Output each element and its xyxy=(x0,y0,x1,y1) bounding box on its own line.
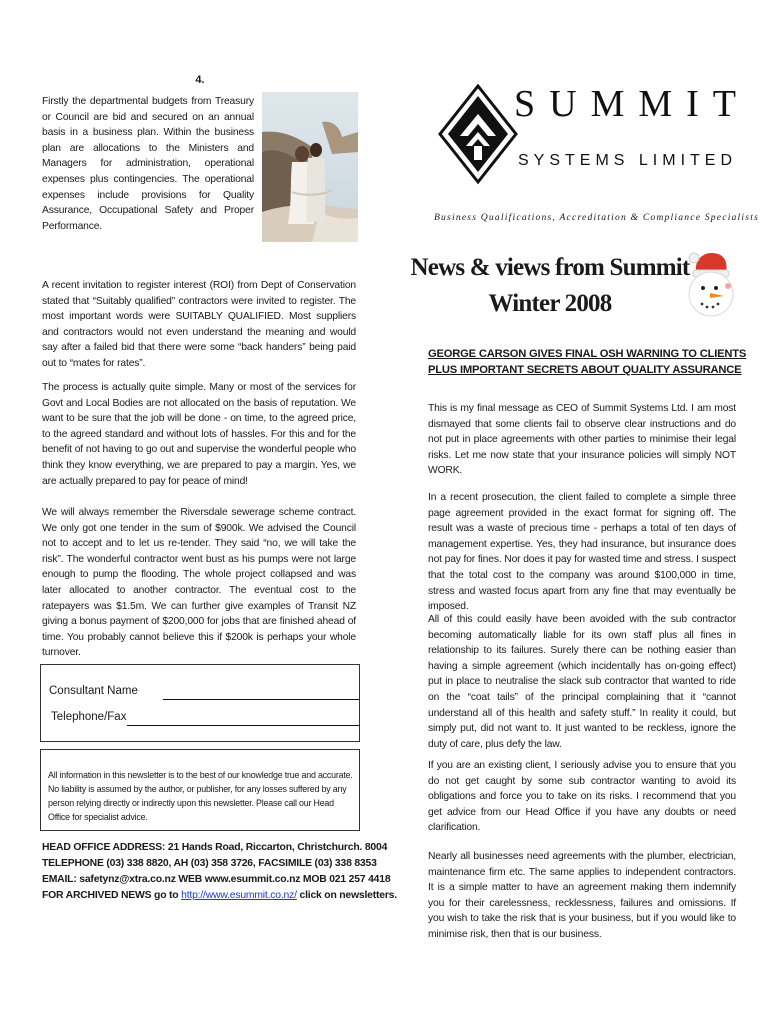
archive-prefix: FOR ARCHIVED NEWS go to xyxy=(42,890,182,901)
headline: GEORGE CARSON GIVES FINAL OSH WARNING TO CLIENTS PLUS IMPORTANT SECRETS ABOUT QUALITY ASSURANCE xyxy=(428,348,747,376)
riversdale-paragraph: We will always remember the Riversdale sewerage scheme contract. We only got one tender in the sum of $900k. We advised the Council not to accept and to let us re-tender. They said “no, we will take the risk”. The wonderful contractor went bust as his pumps were not large enough to pump the flooding. The whole project collapsed and was later allocated to another contractor. The eventual cost to the ratepayers was $1.5m. We can further give examples of Transit NZ giving a bonus payment of $200,000 for jobs that are finished ahead of time. You probably cannot believe this if $200k is perhaps your whole turnover. xyxy=(42,507,356,659)
disclaimer-box xyxy=(40,749,360,831)
existing-client-paragraph: If you are an existing client, I seriously advise you to ensure that you do not get caught by some sub contractor wanting to avoid its obligations and force you to take on its risks. I recommend that you get advice from our Head Office if you have any doubts or need clarification. xyxy=(428,760,736,834)
agreements-paragraph: Nearly all businesses need agreements with the plumber, electrician, maintenance firm etc. The same applies to independent contractors. It is a simple matter to have an agreement making them indemnify you for their carelessness, recklessness, failures and omissions. If you wish to take the risk that is your business, but if you would like to minimise risk, then that is our business. xyxy=(428,851,736,940)
disclaimer-text: All information in this newsletter is to the best of our knowledge true and accurate. No liability is assumed by the author, or publisher, for any losses suffered by any person relying directly or indirectly upon this newsletter. Please call our Head Office for specialist advice. xyxy=(48,770,353,822)
tagline: Business Qualifications, Accreditation & Compliance Specialists xyxy=(434,212,760,223)
process-paragraph: The process is actually quite simple. Many or most of the services for Govt and Local Bodies are not allocated on the basis of reputation. We want to be sure that the job will be done - on time, to the agreed price, to the agreed standard and without lots of hassles. For this and for the benefit of not having to go out and supervise the wonderful people who think they know everything, we are prepared to pay a margin. Yes, we are actually prepared to pay for peace of mind! xyxy=(42,382,356,487)
email-web-line: EMAIL: safetynz@xtra.co.nz WEB www.esummit.co.nz MOB 021 257 4418 xyxy=(42,874,391,885)
roi-paragraph: A recent invitation to register interest (ROI) from Dept of Conservation stated that “Suitably qualified” contractors were invited to register. The most important words were SUITABLY QUALIFIED. Most suppliers and contractors would not even understand the meaning and would say after a failed bid that there were some “back handers” being paid out to “mates for rates”. xyxy=(42,280,356,369)
logo-wordmark: SUMMIT xyxy=(514,83,751,125)
news-title-line2: Winter 2008 xyxy=(488,290,612,317)
archive-line xyxy=(42,888,397,904)
address-line: HEAD OFFICE ADDRESS: 21 Hands Road, Riccarton, Christchurch. 8004 xyxy=(42,842,388,853)
archive-suffix: click on newsletters. xyxy=(296,890,397,901)
news-title xyxy=(400,250,700,322)
subcontractor-paragraph: All of this could easily have been avoided with the sub contractor becoming automatically liable for its own staff plus all fines in relationship to its failures. Surely there can be nothing easier than having a simple agreement (which incidentally has on-going effect) put in place to neutralise the slack sub contractor that wanted to ride on the “coat tails” of the principal complaining that it “cannot understand all of this health and safety stuff.” In reality it could, but simply put, did not want to. It just wanted to be reckless, ignore the duty of care, plus defy the law. xyxy=(428,614,736,750)
consultant-name-label: Consultant Name xyxy=(49,685,138,697)
telephone-fax-label: Telephone/Fax xyxy=(51,711,127,723)
news-title-line1: News & views from Summit xyxy=(410,254,690,281)
logo-subtitle: SYSTEMS LIMITED xyxy=(518,152,738,169)
beach-couple-photo xyxy=(262,92,358,242)
page-number: 4. xyxy=(195,74,205,86)
intro-paragraph: Firstly the departmental budgets from Treasury or Council are bid and secured on an annual basis in a business plan. Within the business plan are allocations to the Ministers and Managers for administration, operational expenses plus contingencies. The operational expenses include provisions for Quality Assurance, Occupational Safety and Proper Performance. xyxy=(42,96,254,232)
archive-link[interactable]: http://www.esummit.co.nz/ xyxy=(181,890,297,901)
consultant-form-box xyxy=(40,664,360,742)
telephone-fax-field[interactable] xyxy=(127,725,359,726)
head-office-contact xyxy=(42,840,397,904)
final-message-paragraph: This is my final message as CEO of Summit Systems Ltd. I am most dismayed that some clients fail to observe clear instructions and do not put in place agreements with other parties to minimise their legal risks. Let me now state that your insurance policies will simply NOT WORK. xyxy=(428,403,736,477)
snowman-icon xyxy=(680,246,740,326)
prosecution-paragraph: In a recent prosecution, the client failed to complete a simple three page agreement provided in the exact format for signing off. The result was a waste of precious time - perhaps a total of ten days of management expertise. Yes, they had insurance, but insurance does not pay for fines. Nor does it pay for wasted time and stress. I suspect that the total cost to the company was around $100,000 in time, stress and wasted focus apart from any fine that may eventually be imposed. xyxy=(428,492,736,613)
summit-logo-mark xyxy=(438,84,518,202)
telephone-line: TELEPHONE (03) 338 8820, AH (03) 358 3726, FACSIMILE (03) 338 8353 xyxy=(42,858,377,869)
consultant-name-field[interactable] xyxy=(163,699,359,700)
